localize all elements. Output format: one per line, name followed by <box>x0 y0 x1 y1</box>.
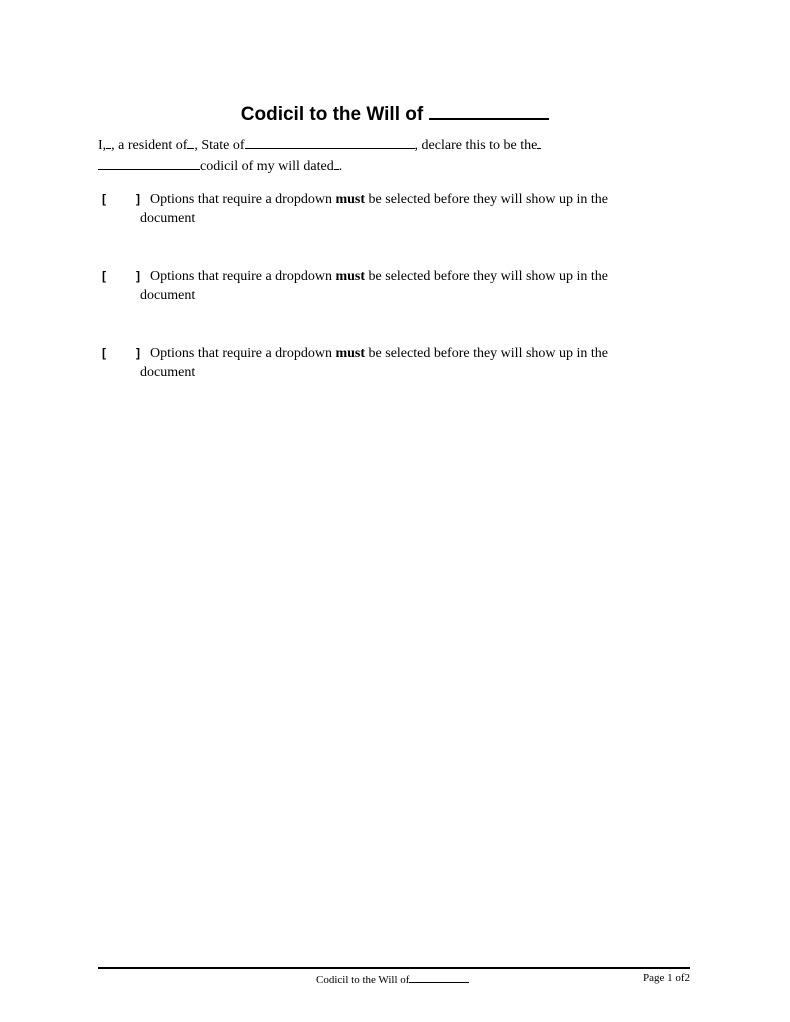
option-text-part: be selected before they will show up in the <box>365 269 609 284</box>
option-text <box>150 267 658 286</box>
document-title <box>0 100 790 126</box>
footer-title-text: Codicil to the Will of <box>316 974 410 986</box>
option-text-part: Options that require a dropdown <box>150 346 336 361</box>
option-bold-text: must <box>335 346 366 361</box>
state-blank[interactable] <box>245 134 415 149</box>
intro-paragraph <box>98 134 658 176</box>
intro-text: I, <box>98 138 107 153</box>
option-text-part: be selected before they will show up in the <box>365 346 609 361</box>
checkbox-bracket-close[interactable]: ] <box>136 346 140 360</box>
intro-text: , State of <box>194 138 245 153</box>
footer-blank <box>409 972 469 983</box>
checkbox-bracket-close[interactable]: ] <box>136 192 140 206</box>
footer-title <box>316 972 469 986</box>
checkbox-bracket-open[interactable]: [ <box>102 269 106 283</box>
intro-text: , declare this to be the <box>414 138 538 153</box>
page-number: Page 1 of2 <box>642 972 690 984</box>
option-text-line2: document <box>140 365 196 380</box>
option-text-line2: document <box>140 288 196 303</box>
option-text-part: Options that require a dropdown <box>150 192 336 207</box>
option-text-line2: document <box>140 211 196 226</box>
option-item[interactable] <box>98 190 658 228</box>
checkbox-bracket-close[interactable]: ] <box>136 269 140 283</box>
option-bold-text: must <box>335 192 366 207</box>
option-text-part: be selected before they will show up in the <box>365 192 609 207</box>
intro-text: , a resident of <box>111 138 188 153</box>
checkbox-bracket-open[interactable]: [ <box>102 346 106 360</box>
title-text: Codicil to the Will of <box>240 104 424 125</box>
intro-text: codicil of my will dated <box>200 159 334 174</box>
option-text <box>150 344 658 363</box>
option-item[interactable] <box>98 344 658 382</box>
intro-text: . <box>338 159 343 174</box>
testator-name-blank[interactable] <box>429 100 549 120</box>
option-text-part: Options that require a dropdown <box>150 269 336 284</box>
ordinal-blank[interactable] <box>98 155 200 170</box>
checkbox-bracket-open[interactable]: [ <box>102 192 106 206</box>
footer-divider <box>98 967 690 969</box>
option-bold-text: must <box>335 269 366 284</box>
option-text <box>150 190 658 209</box>
option-item[interactable] <box>98 267 658 305</box>
ordinal-blank-end[interactable] <box>537 134 541 149</box>
